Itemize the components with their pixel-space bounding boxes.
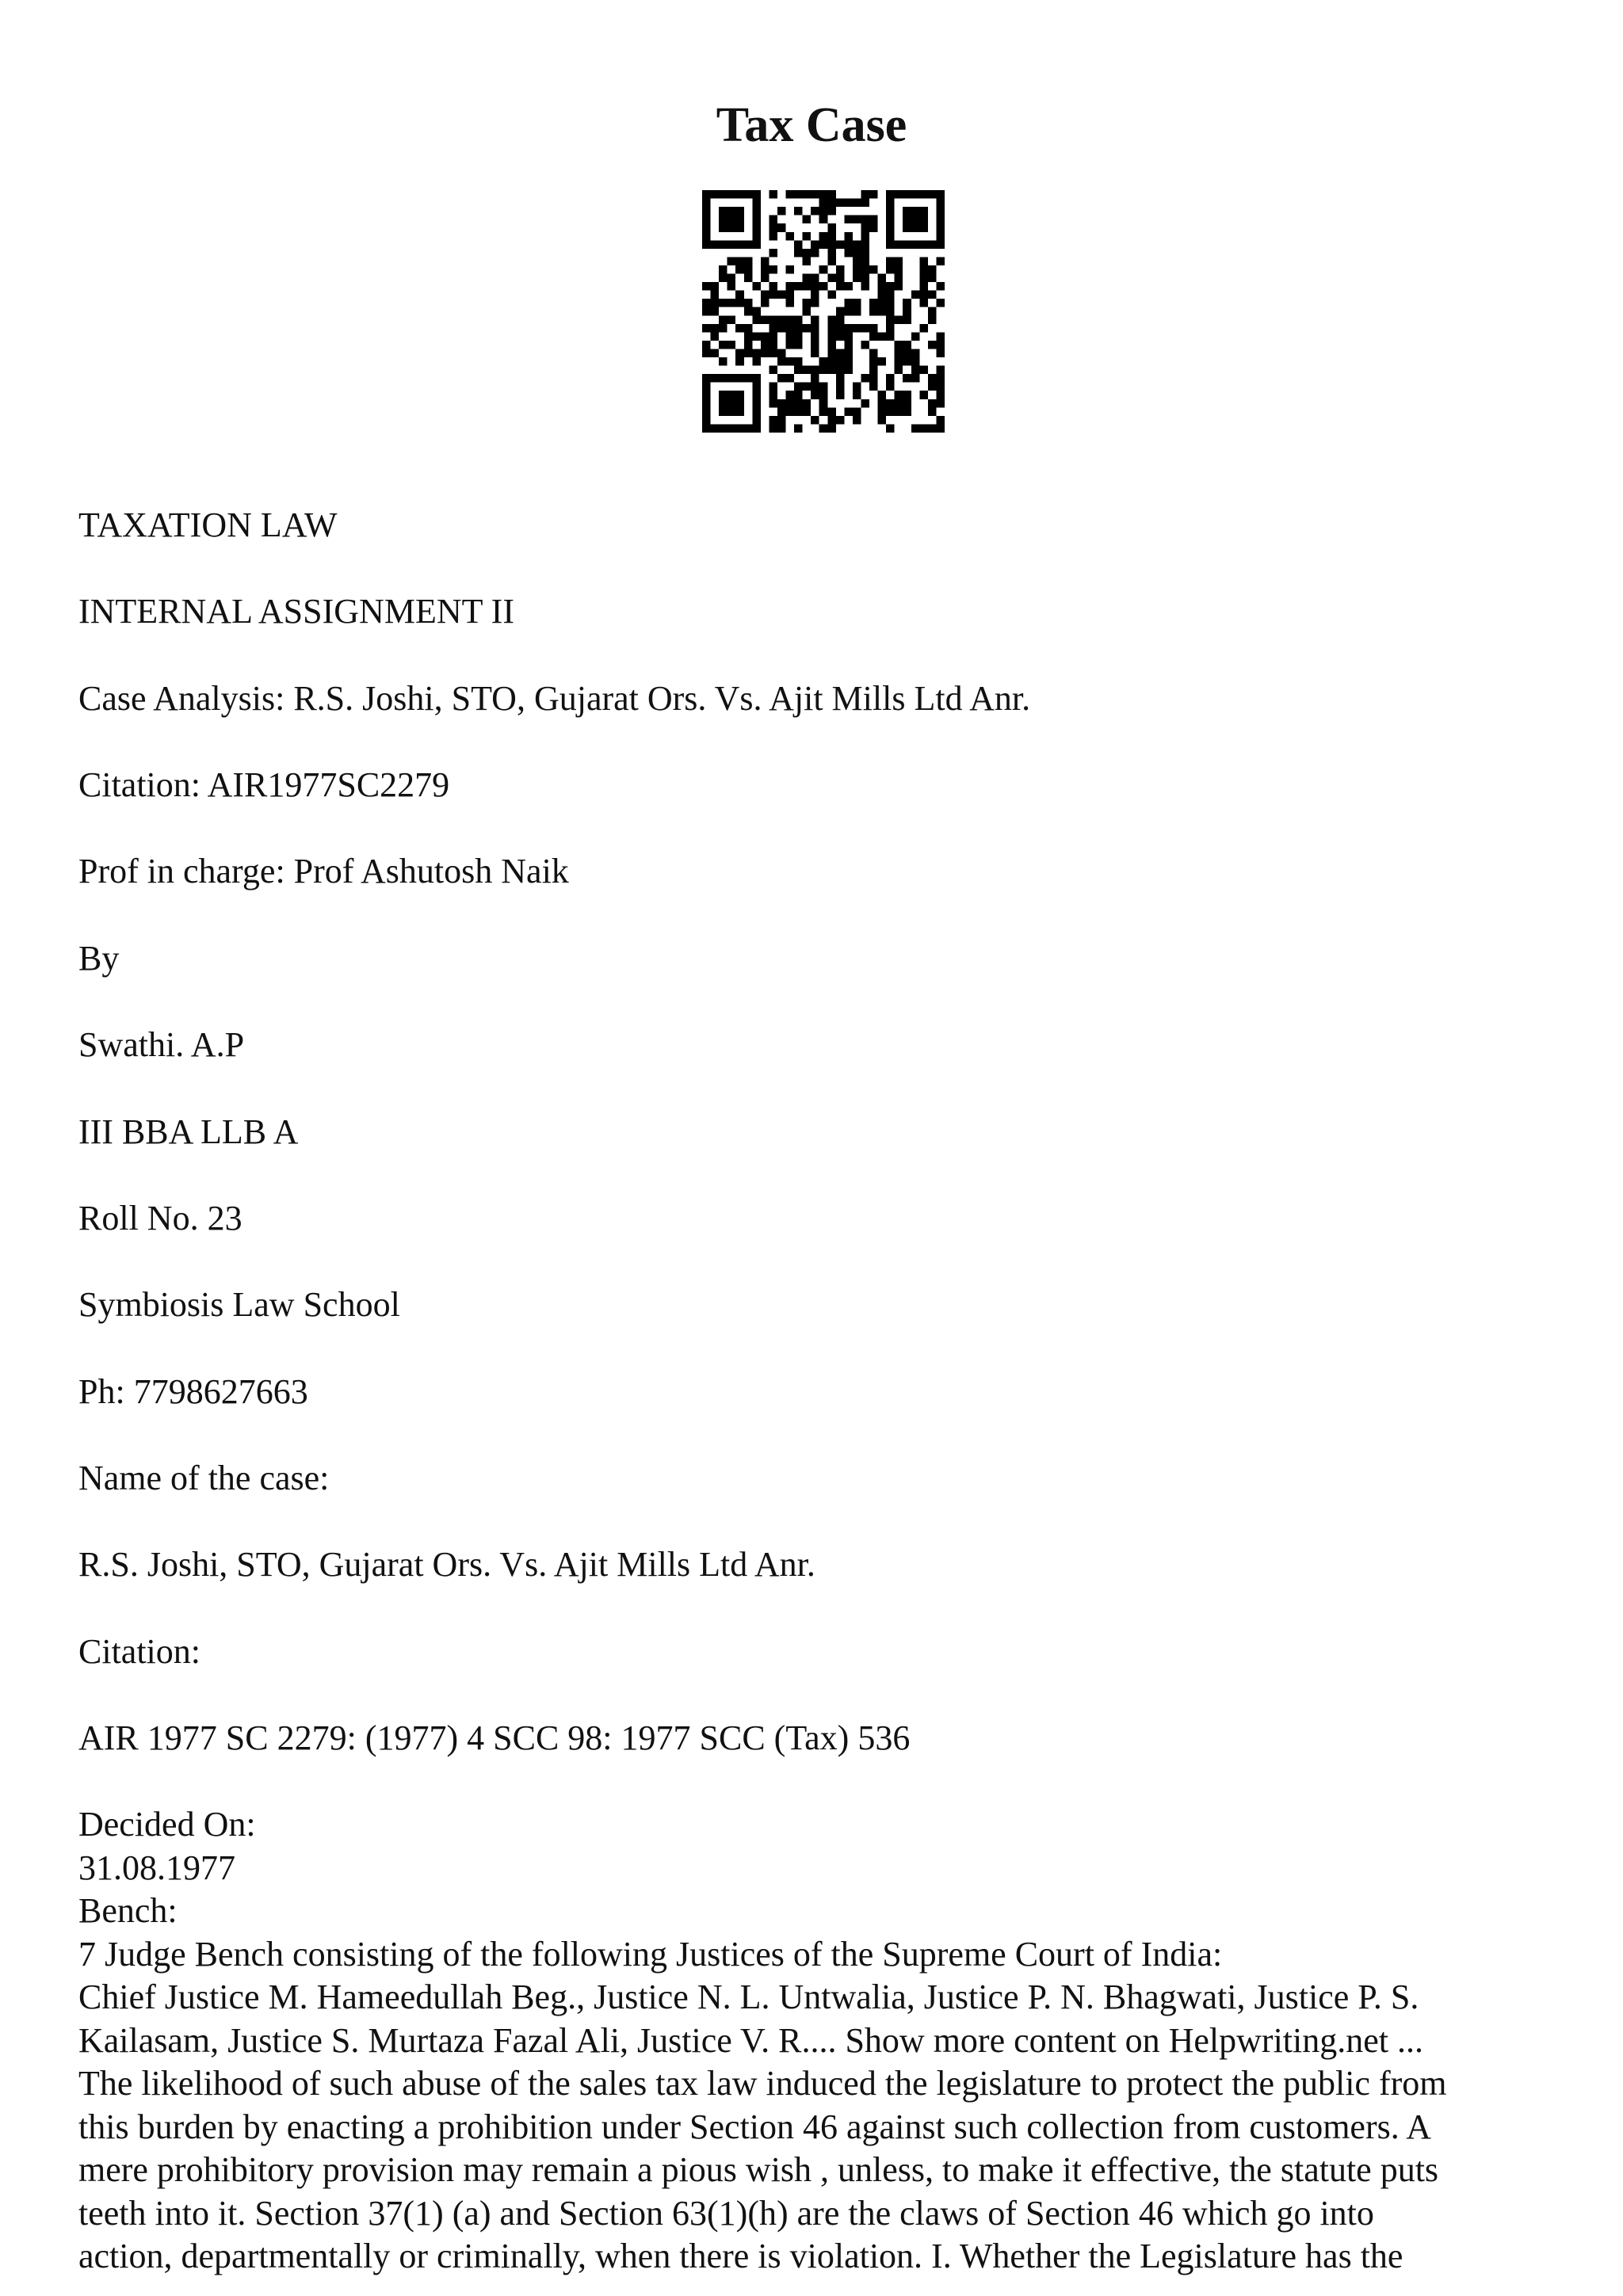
- class-line: III BBA LLB A: [78, 1112, 299, 1151]
- author-name: Swathi. A.P: [78, 1025, 245, 1064]
- prof-line: Prof in charge: Prof Ashutosh Naik: [78, 852, 569, 891]
- citation-value: AIR 1977 SC 2279: (1977) 4 SCC 98: 1977 SCC (Tax) 536: [78, 1718, 911, 1757]
- decided-on-value: 31.08.1977: [78, 1848, 235, 1887]
- page-title: Tax Case: [716, 98, 907, 152]
- body-text-line: mere prohibitory provision may remain a pious wish , unless, to make it effective, the statute puts: [78, 2150, 1439, 2189]
- phone-line: Ph: 7798627663: [78, 1372, 308, 1411]
- subject-line: TAXATION LAW: [78, 505, 338, 544]
- body-text-line: Chief Justice M. Hameedullah Beg., Justice N. L. Untwalia, Justice P. N. Bhagwati, Justice P. S.: [78, 1978, 1419, 2016]
- citation-short-line: Citation: AIR1977SC2279: [78, 765, 450, 804]
- qr-code-icon[interactable]: [702, 190, 945, 433]
- assignment-line: INTERNAL ASSIGNMENT II: [78, 592, 514, 631]
- body-text-line: action, departmentally or criminally, when there is violation. I. Whether the Legislature has the: [78, 2237, 1403, 2275]
- case-analysis-line: Case Analysis: R.S. Joshi, STO, Gujarat Ors. Vs. Ajit Mills Ltd Anr.: [78, 679, 1031, 718]
- bench-label: Bench:: [78, 1891, 178, 1930]
- school-line: Symbiosis Law School: [78, 1285, 400, 1324]
- case-name-value: R.S. Joshi, STO, Gujarat Ors. Vs. Ajit Mills Ltd Anr.: [78, 1545, 815, 1584]
- case-name-label: Name of the case:: [78, 1459, 330, 1497]
- body-text-line: Kailasam, Justice S. Murtaza Fazal Ali, Justice V. R.... Show more content on Helpwriting.net ...: [78, 2020, 1424, 2060]
- body-text-line: The likelihood of such abuse of the sales tax law induced the legislature to protect the public from: [78, 2064, 1447, 2103]
- roll-number-line: Roll No. 23: [78, 1199, 242, 1238]
- decided-on-label: Decided On:: [78, 1805, 256, 1844]
- case-details-paragraph: [78, 1803, 1552, 2279]
- body-text-line: this burden by enacting a prohibition under Section 46 against such collection from customers. A: [78, 2107, 1432, 2146]
- body-text-line: 7 Judge Bench consisting of the following Justices of the Supreme Court of India:: [78, 1934, 1223, 1974]
- body-text-line: teeth into it. Section 37(1) (a) and Section 63(1)(h) are the claws of Section 46 which go into: [78, 2193, 1374, 2233]
- by-line: By: [78, 939, 120, 978]
- citation-label: Citation:: [78, 1632, 200, 1671]
